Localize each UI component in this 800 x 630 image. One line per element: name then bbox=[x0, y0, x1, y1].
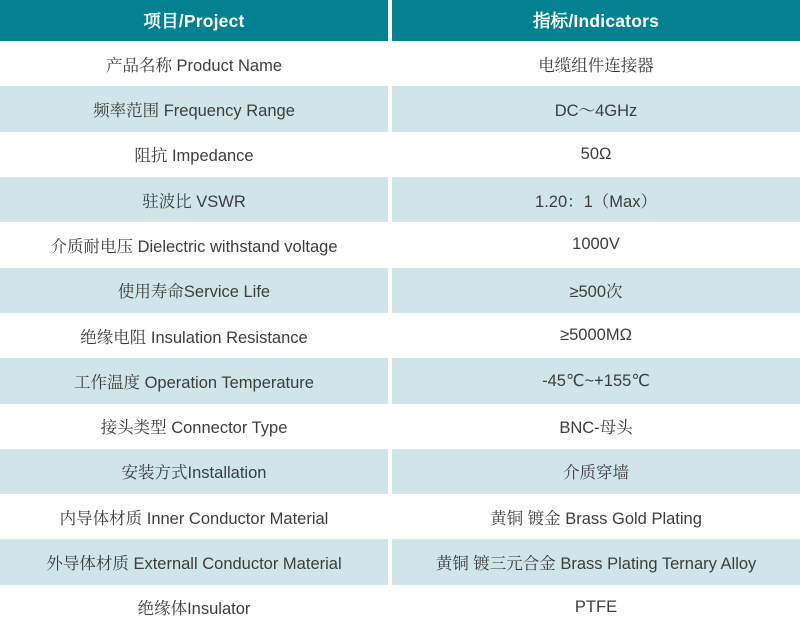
project-cell: 工作温度 Operation Temperature bbox=[0, 358, 388, 403]
indicator-cell: 黄铜 镀金 Brass Gold Plating bbox=[392, 494, 800, 539]
indicator-cell: -45℃~+155℃ bbox=[392, 358, 800, 403]
table-row bbox=[0, 86, 800, 131]
table-row bbox=[0, 585, 800, 630]
indicator-cell: 电缆组件连接器 bbox=[392, 41, 800, 86]
table-row bbox=[0, 177, 800, 222]
project-cell: 安装方式Installation bbox=[0, 449, 388, 494]
table-row bbox=[0, 41, 800, 86]
project-cell: 介质耐电压 Dielectric withstand voltage bbox=[0, 222, 388, 267]
table-row bbox=[0, 313, 800, 358]
table-row bbox=[0, 449, 800, 494]
project-cell: 接头类型 Connector Type bbox=[0, 404, 388, 449]
table-row bbox=[0, 132, 800, 177]
table-row bbox=[0, 539, 800, 584]
project-cell: 绝缘体Insulator bbox=[0, 585, 388, 630]
project-cell: 频率范围 Frequency Range bbox=[0, 86, 388, 131]
indicator-cell: DC～4GHz bbox=[392, 86, 800, 131]
project-cell: 绝缘电阻 Insulation Resistance bbox=[0, 313, 388, 358]
table-row bbox=[0, 268, 800, 313]
project-cell: 外导体材质 Externall Conductor Material bbox=[0, 539, 388, 584]
indicator-cell: 黄铜 镀三元合金 Brass Plating Ternary Alloy bbox=[392, 539, 800, 584]
project-cell: 阻抗 Impedance bbox=[0, 132, 388, 177]
table-row bbox=[0, 494, 800, 539]
table-row bbox=[0, 222, 800, 267]
indicator-cell: 介质穿墙 bbox=[392, 449, 800, 494]
project-cell: 产品名称 Product Name bbox=[0, 41, 388, 86]
indicator-cell: ≥5000MΩ bbox=[392, 313, 800, 358]
project-cell: 驻波比 VSWR bbox=[0, 177, 388, 222]
indicator-cell: ≥500次 bbox=[392, 268, 800, 313]
table-header-row bbox=[0, 0, 800, 41]
header-indicators: 指标/Indicators bbox=[392, 0, 800, 41]
indicator-cell: BNC-母头 bbox=[392, 404, 800, 449]
indicator-cell: PTFE bbox=[392, 585, 800, 630]
indicator-cell: 1.20：1（Max） bbox=[392, 177, 800, 222]
project-cell: 内导体材质 Inner Conductor Material bbox=[0, 494, 388, 539]
indicator-cell: 1000V bbox=[392, 222, 800, 267]
indicator-cell: 50Ω bbox=[392, 132, 800, 177]
table-row bbox=[0, 404, 800, 449]
project-cell: 使用寿命Service Life bbox=[0, 268, 388, 313]
header-project: 项目/Project bbox=[0, 0, 388, 41]
table-row bbox=[0, 358, 800, 403]
